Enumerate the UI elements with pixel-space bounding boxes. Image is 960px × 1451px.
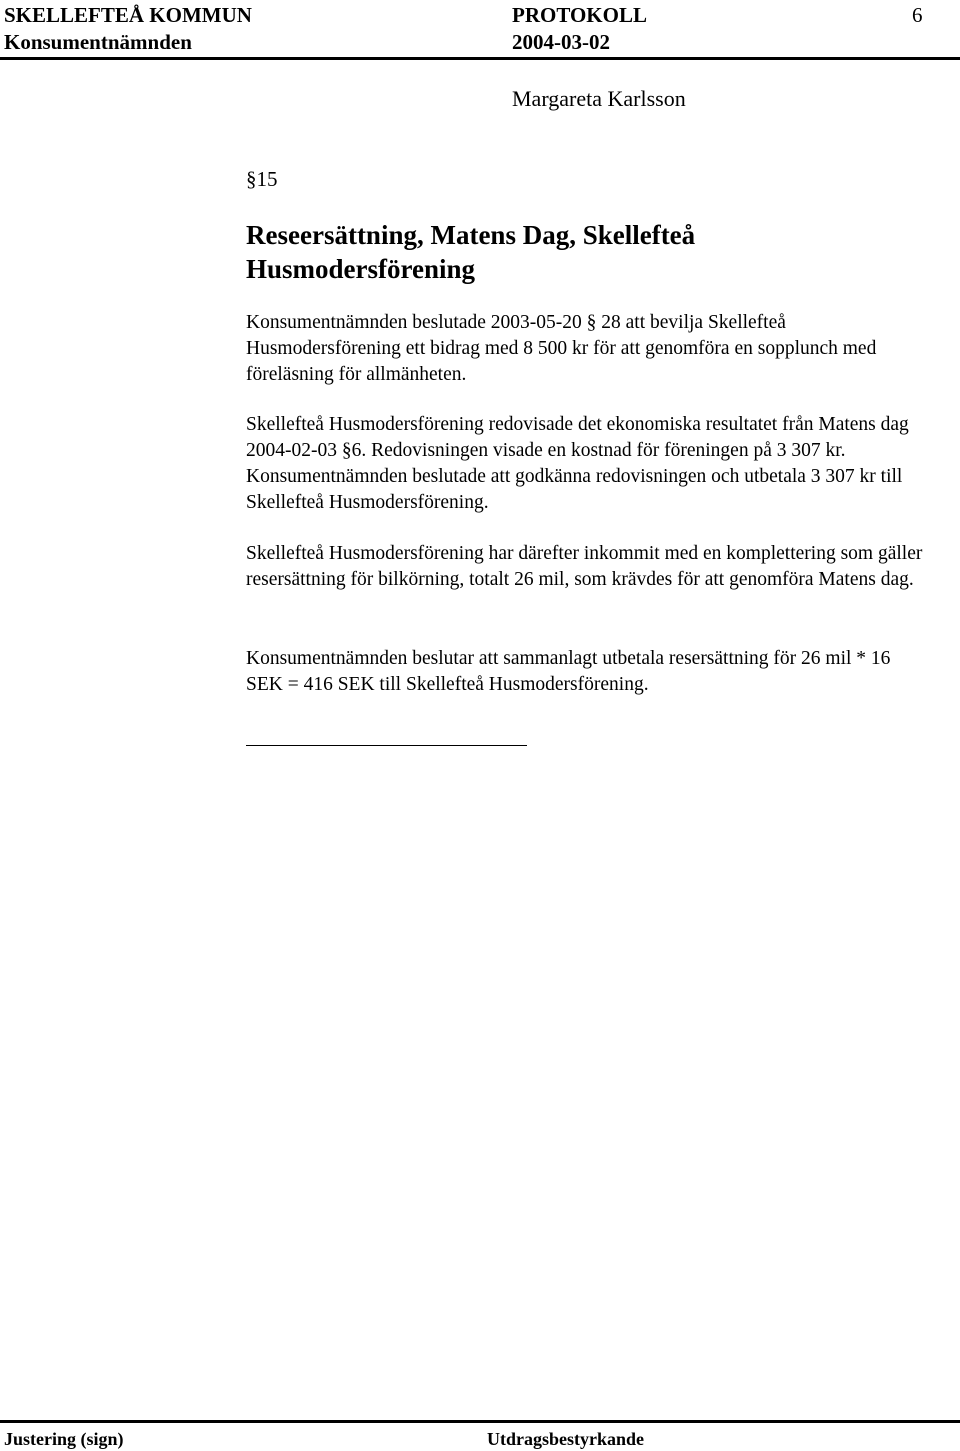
section-number: §15 [246, 167, 278, 191]
end-divider [246, 745, 527, 746]
header-rule [0, 57, 960, 60]
footer-utdragsbestyrkande: Utdragsbestyrkande [487, 1429, 645, 1449]
page-title: Reseersättning, Matens Dag, Skellefteå Husmodersförening [246, 220, 696, 284]
header-committee: Konsumentnämnden [4, 30, 192, 54]
paragraph-2: Skellefteå Husmodersförening redovisade det ekonomiska resultatet från Matens dag 2004-02-03 §6. Redovisningen visade en kostnad för föreningen på 3 307 kr. Konsumentnämnden beslutade att godkänna redovisningen och utbetala 3 307 kr till Skellefteå Husmodersförening. [246, 414, 909, 513]
paragraph-3: Skellefteå Husmodersförening har därefter inkommit med en komplettering som gäller resersättning för bilkörning, totalt 26 mil, som krävdes för att genomföra Matens dag. [246, 543, 923, 590]
paragraph-4: Konsumentnämnden beslutar att sammanlagt utbetala resersättning för 26 mil * 16 SEK = 416 SEK till Skellefteå Husmodersförening. [246, 648, 891, 695]
paragraph-1: Konsumentnämnden beslutade 2003-05-20 § 28 att bevilja Skellefteå Husmodersförening ett bidrag med 8 500 kr för att genomföra en sopplunch med föreläsning för allmänheten. [246, 312, 877, 385]
header-municipality: SKELLEFTEÅ KOMMUN [4, 3, 252, 27]
header-page-number: 6 [912, 3, 923, 27]
footer-rule [0, 1420, 960, 1423]
header-date: 2004-03-02 [512, 30, 610, 54]
author-name: Margareta Karlsson [512, 86, 686, 111]
footer-justering: Justering (sign) [4, 1429, 124, 1449]
header-doc-type: PROTOKOLL [512, 3, 647, 27]
